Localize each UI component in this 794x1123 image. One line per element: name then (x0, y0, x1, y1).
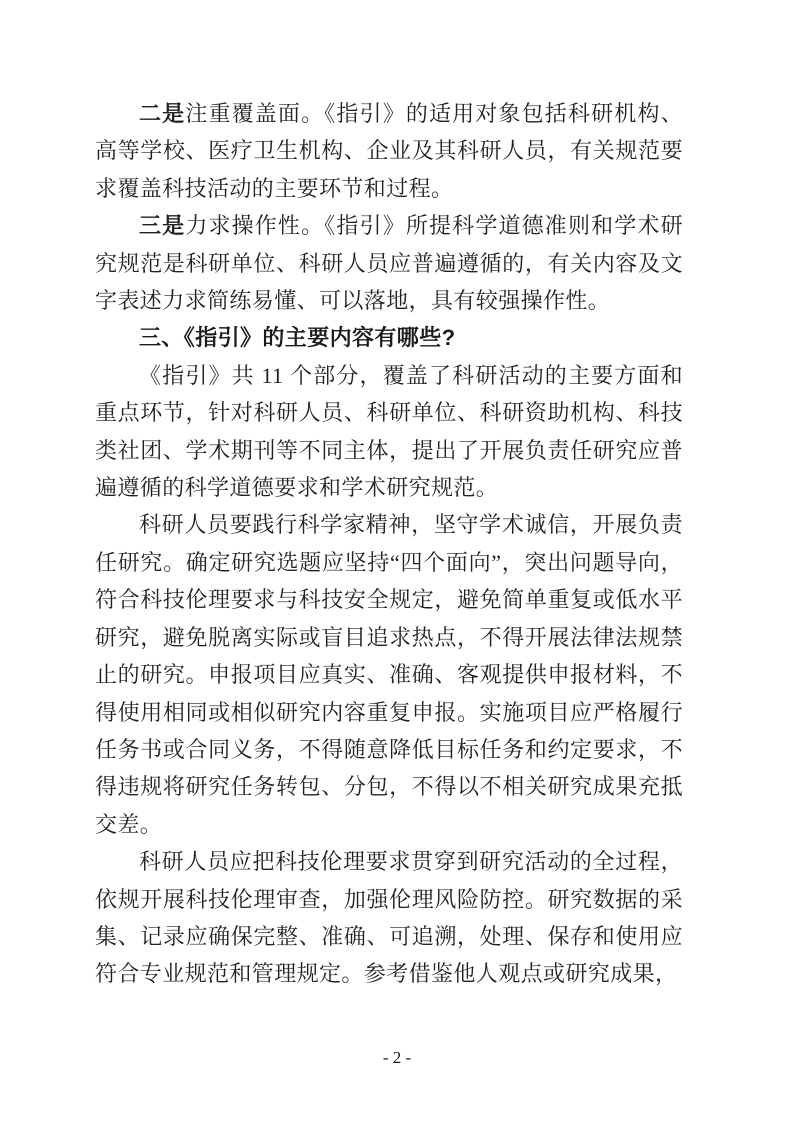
paragraph-text: 力求操作性。《指引》所提科学道德准则和学术研究规范是科研单位、科研人员应普遍遵循的，有关内容及文字表述力求简练易懂、可以落地，具有较强操作性。 (95, 213, 683, 314)
paragraph: 《指引》共 11 个部分，覆盖了科研活动的主要方面和重点环节，针对科研人员、科研单位、科研资助机构、科技类社团、学术期刊等不同主体，提出了开展负责任研究应普遍遵循的科学道德要求和学术研究规范。 (95, 362, 683, 501)
page-footer (0, 1048, 794, 1068)
section-heading: 三、《指引》的主要内容有哪些? (139, 325, 456, 351)
paragraph-text: 注重覆盖面。《指引》的适用对象包括科研机构、高等学校、医疗卫生机构、企业及其科研人员，有关规范要求覆盖科技活动的主要环节和过程。 (95, 101, 683, 201)
page-number: - 2 - (382, 1048, 412, 1067)
paragraph-lead: 三是 (139, 213, 186, 239)
paragraph: 科研人员应把科技伦理要求贯穿到研究活动的全过程，依规开展科技伦理审查，加强伦理风险防控。研究数据的采集、记录应确保完整、准确、可追溯，处理、保存和使用应符合专业规范和管理规定。参考借鉴他人观点或研究成果， (95, 849, 683, 987)
paragraph (95, 95, 683, 207)
paragraph (95, 207, 683, 319)
paragraph: 科研人员要践行科学家精神，坚守学术诚信，开展负责任研究。确定研究选题应坚持“四个面向”，突出问题导向，符合科技伦理要求与科技安全规定，避免简单重复或低水平研究，避免脱离实际或盲目追求热点，不得开展法律法规禁止的研究。申报项目应真实、准确、客观提供申报材料，不得使用相同或相似研究内容重复申报。实施项目应严格履行任务书或合同义务，不得随意降低目标任务和约定要求，不得违规将研究任务转包、分包，不得以不相关研究成果充抵交差。 (95, 512, 683, 837)
paragraph-lead: 二是 (139, 101, 186, 126)
document-body (95, 95, 683, 993)
